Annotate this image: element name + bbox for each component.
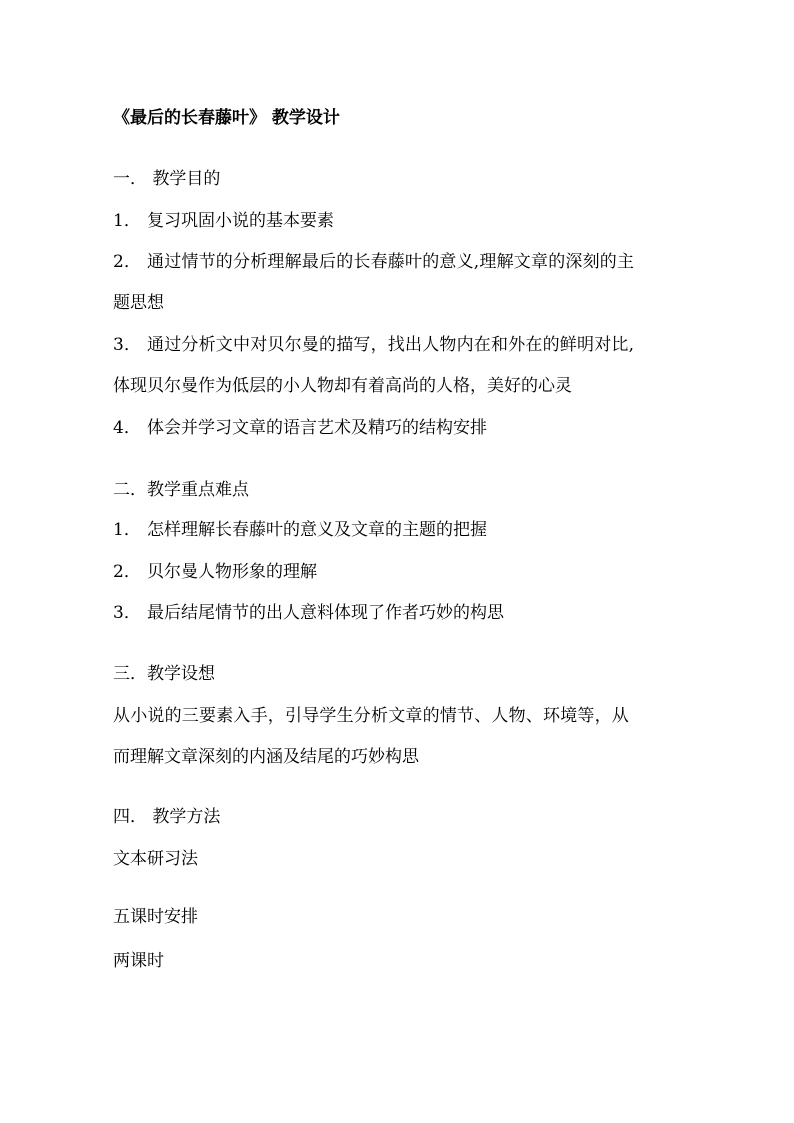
item-number: 2． — [113, 562, 141, 582]
item-text: 通过分析文中对贝尔曼的描写，找出人物内在和外在的鲜明对比, — [147, 335, 635, 355]
item-text: 体会并学习文章的语言艺术及精巧的结构安排 — [147, 418, 487, 438]
item-text: 贝尔曼人物形象的理解 — [147, 562, 317, 582]
item-number: 1． — [113, 211, 141, 231]
objective-item-2 — [113, 251, 634, 273]
objective-item-3 — [113, 334, 634, 356]
design-paragraph-line-1: 从小说的三要素入手，引导学生分析文章的情节、人物、环境等，从 — [113, 706, 629, 726]
objective-item-3-continuation: 体现贝尔曼作为低层的小人物却有着高尚的人格，美好的心灵 — [113, 376, 572, 396]
item-text: 最后结尾情节的出人意料体现了作者巧妙的构思 — [147, 603, 504, 623]
item-number: 1． — [113, 520, 141, 540]
item-text: 怎样理解长春藤叶的意义及文章的主题的把握 — [147, 520, 487, 540]
item-text: 通过情节的分析理解最后的长春藤叶的意义,理解文章的深刻的主 — [147, 252, 635, 272]
document-title: 《最后的长春藤叶》 教学设计 — [113, 108, 340, 128]
item-text: 复习巩固小说的基本要素 — [147, 211, 334, 231]
objective-item-2-continuation: 题思想 — [113, 293, 164, 313]
key-point-item-3 — [113, 602, 504, 624]
section-heading-design: 三．教学设想 — [113, 664, 215, 684]
key-point-item-2 — [113, 561, 317, 583]
design-paragraph-line-2: 而理解文章深刻的内涵及结尾的巧妙构思 — [113, 747, 419, 767]
section-heading-key-points: 二．教学重点难点 — [113, 480, 249, 500]
section-heading-method: 四． 教学方法 — [113, 807, 221, 827]
objective-item-1 — [113, 210, 334, 232]
item-number: 2． — [113, 252, 142, 272]
section-heading-schedule: 五课时安排 — [113, 907, 198, 927]
item-number: 3． — [113, 335, 142, 355]
key-point-item-1 — [113, 519, 487, 541]
item-number: 4． — [113, 418, 141, 438]
section-heading-objectives: 一． 教学目的 — [113, 169, 221, 189]
item-number: 3． — [113, 603, 141, 623]
method-paragraph: 文本研习法 — [113, 849, 198, 869]
schedule-paragraph: 两课时 — [113, 951, 164, 971]
objective-item-4 — [113, 417, 487, 439]
